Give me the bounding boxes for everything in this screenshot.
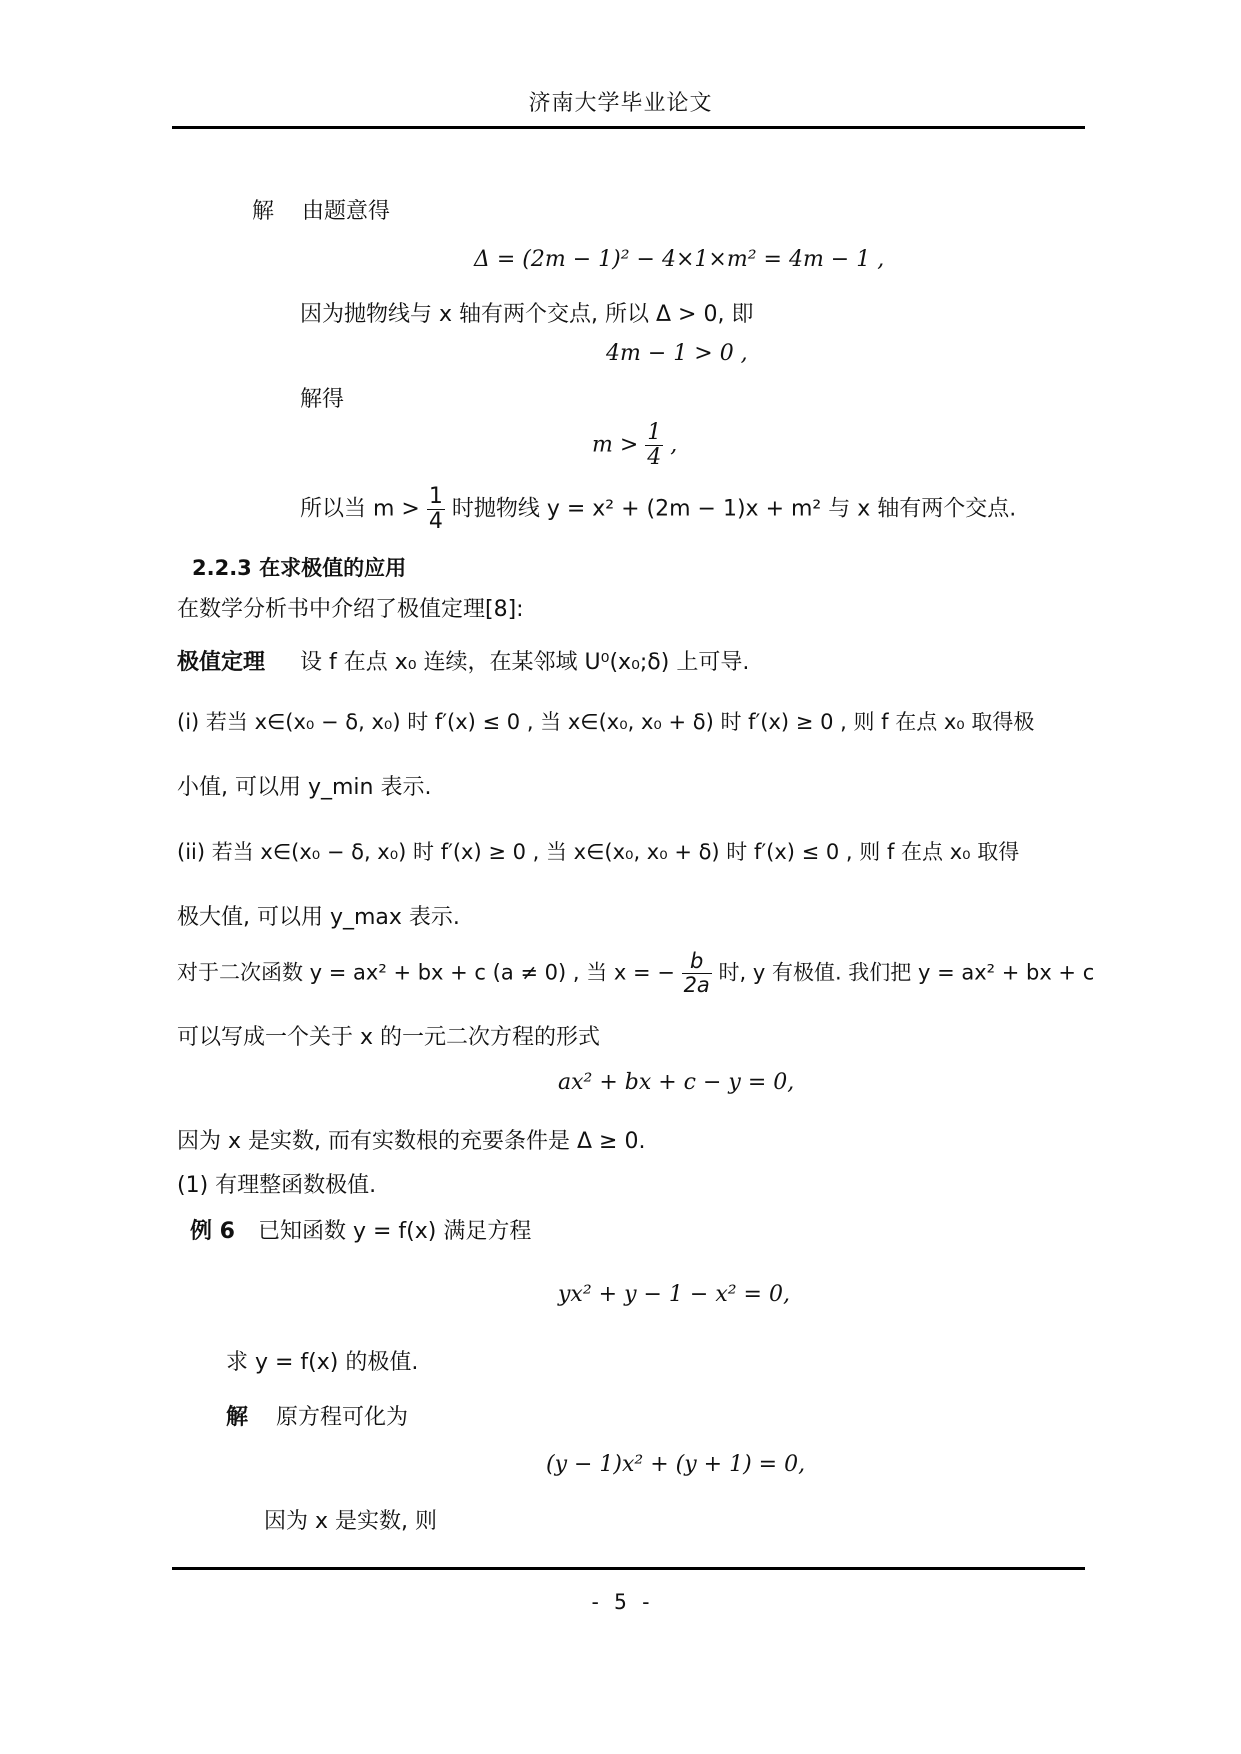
footer-rule: [172, 1567, 1085, 1570]
quadratic-pre: 对于二次函数 y = ax² + bx + c (a ≠ 0) , 当 x = −: [177, 960, 675, 985]
paragraph-quadratic: [177, 950, 1094, 997]
equation-transformed: (y − 1)x² + (y + 1) = 0,: [546, 1452, 806, 1477]
case-i-line-1: (i) 若当 x∈(x₀ − δ, x₀) 时 f′(x) ≤ 0 , 当 x∈(x₀, x₀ + δ) 时 f′(x) ≥ 0 , 则 f 在点 x₀ 取得极: [177, 710, 1035, 734]
example-text: 已知函数 y = f(x) 满足方程: [258, 1219, 532, 1244]
fraction-denominator: 4: [647, 445, 662, 471]
paragraph-find: 求 y = f(x) 的极值.: [226, 1350, 419, 1375]
fraction-denominator: 4: [428, 509, 443, 535]
fraction-numerator: 1: [428, 484, 443, 509]
section-heading: 2.2.3 在求极值的应用: [192, 556, 407, 580]
header-rule: [172, 126, 1085, 129]
conclusion-post: 时抛物线 y = x² + (2m − 1)x + m² 与 x 轴有两个交点.: [451, 496, 1017, 522]
solution-label: 解: [252, 199, 275, 224]
paragraph-real-condition: 因为 x 是实数, 而有实数根的充要条件是 Δ ≥ 0.: [177, 1129, 646, 1154]
fraction-numerator: 1: [647, 420, 662, 445]
equation-m-result: [592, 421, 677, 470]
paragraph-intro: 在数学分析书中介绍了极值定理[8]:: [177, 597, 524, 622]
solve-label: 解得: [300, 387, 345, 412]
paragraph-quadratic-line-2: 可以写成一个关于 x 的一元二次方程的形式: [177, 1025, 601, 1050]
solution-2-label: 解: [226, 1405, 249, 1430]
fraction-numerator: b: [682, 950, 712, 974]
equation-m-lhs: m >: [592, 432, 639, 458]
case-ii-line-2: 极大值, 可以用 y_max 表示.: [177, 905, 460, 930]
conclusion-pre: 所以当 m >: [300, 496, 420, 522]
paragraph-because: 因为抛物线与 x 轴有两个交点, 所以 Δ > 0, 即: [300, 302, 754, 327]
case-i-line-2: 小值, 可以用 y_min 表示.: [177, 775, 432, 800]
solution-intro: 由题意得: [302, 199, 391, 224]
paragraph-final: 因为 x 是实数, 则: [264, 1509, 437, 1534]
fraction-vertex: [682, 950, 712, 997]
case-ii-line-1: (ii) 若当 x∈(x₀ − δ, x₀) 时 f′(x) ≥ 0 , 当 x∈(x₀, x₀ + δ) 时 f′(x) ≤ 0 , 则 f 在点 x₀ 取得: [177, 840, 1020, 864]
equation-example: yx² + y − 1 − x² = 0,: [558, 1282, 790, 1307]
fraction-denominator: 2a: [683, 973, 710, 998]
equation-delta: Δ = (2m − 1)² − 4×1×m² = 4m − 1 ,: [474, 247, 885, 272]
theorem-label: 极值定理: [177, 650, 266, 675]
equation-inequality: 4m − 1 > 0 ,: [606, 341, 748, 366]
fraction-conclusion: [427, 485, 445, 534]
page-number: - 5 -: [588, 1590, 653, 1614]
theorem-text: 设 f 在点 x₀ 连续，在某邻域 U⁰(x₀;δ) 上可导.: [300, 650, 750, 675]
example-label: 例 6: [190, 1219, 235, 1244]
fraction-one-quarter: [645, 421, 663, 470]
equation-quadratic: ax² + bx + c − y = 0,: [558, 1070, 795, 1095]
quadratic-post: 时, y 有极值. 我们把 y = ax² + bx + c: [718, 960, 1095, 985]
solution-2-intro: 原方程可化为: [276, 1405, 409, 1430]
list-item-1: (1) 有理整函数极值.: [177, 1173, 377, 1198]
paragraph-conclusion: [300, 485, 1016, 534]
page-header-title: 济南大学毕业论文: [528, 91, 713, 116]
equation-m-tail: ,: [670, 432, 678, 458]
